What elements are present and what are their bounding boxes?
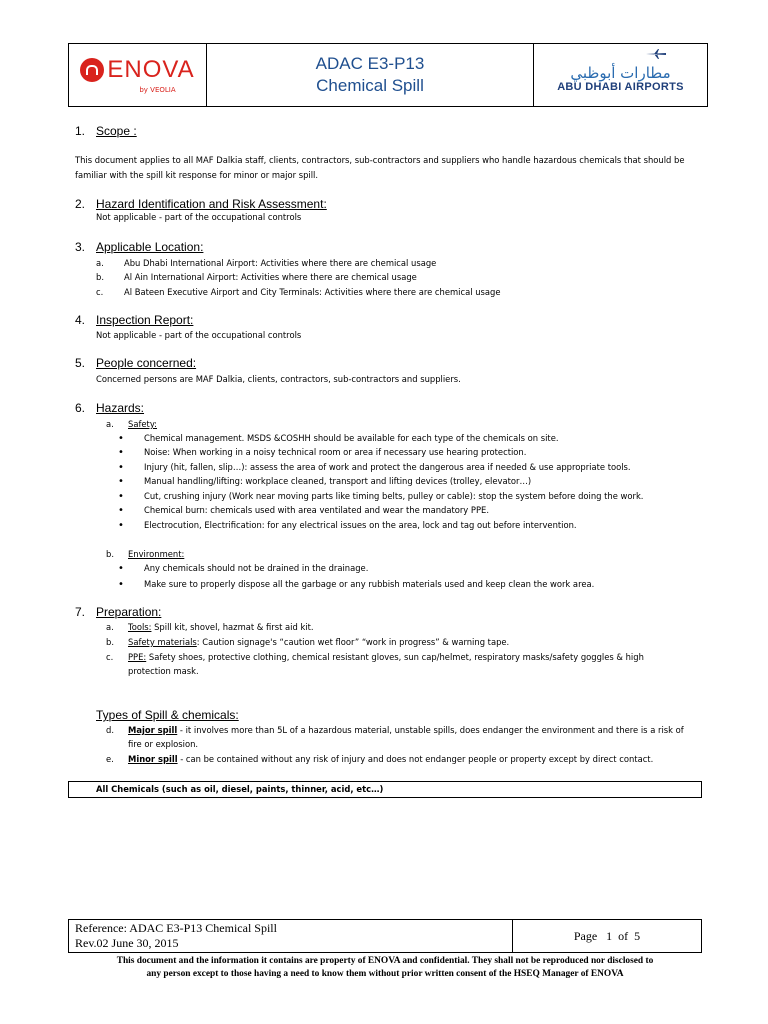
list-text: Make sure to properly dispose all the garbage or any rubbish materials used and keep clean the work area. xyxy=(144,579,595,589)
section-hazard-id-heading xyxy=(75,197,327,211)
section-spill-types-heading xyxy=(96,708,239,722)
section-title: People concerned: xyxy=(96,356,197,370)
section-title: Applicable Location: xyxy=(96,240,204,254)
enova-mark-icon xyxy=(80,58,104,82)
airport-arabic-name: مطارات أبوظبي xyxy=(570,64,671,82)
item-label: Tools: xyxy=(128,622,152,632)
section-number: 4. xyxy=(75,313,86,327)
section-number: 3. xyxy=(75,240,86,254)
list-marker: b. xyxy=(96,272,104,282)
page-number: Page 1 of 5 xyxy=(573,928,641,943)
list-item xyxy=(106,635,509,649)
disclaimer-line: any person except to those having a need to know them without prior written consent of the HSEQ Manager of ENOVA xyxy=(146,969,624,979)
list-item xyxy=(106,752,653,766)
enova-brand: ENOVA xyxy=(107,56,195,83)
document-header xyxy=(68,43,708,107)
list-item: • Chemical management. MSDS &COSHH should be available for each type of the chemicals on site. xyxy=(118,433,559,444)
list-item: • Manual handling/lifting: workplace cleaned, transport and lifting devices (trolley, elevator…) xyxy=(118,476,532,487)
document-footer xyxy=(68,919,702,953)
list-text: - can be contained without any risk of injury and does not endanger people or property except by direct contact. xyxy=(177,754,654,764)
section-title: Scope : xyxy=(96,124,137,138)
list-marker: c. xyxy=(106,652,114,662)
list-item: • Injury (hit, fallen, slip…): assess the area of work and protect the dangerous area if needed & use appropriate tools. xyxy=(118,462,631,473)
list-marker: b. xyxy=(106,549,114,559)
document-title xyxy=(207,44,534,106)
list-marker: a. xyxy=(106,419,114,429)
list-text: Al Ain International Airport: Activities where there are chemical usage xyxy=(124,272,417,282)
list-marker: c. xyxy=(96,287,104,297)
list-text: Any chemicals should not be drained in the drainage. xyxy=(144,563,369,573)
section-number: 7. xyxy=(75,605,86,619)
list-item: • Make sure to properly dispose all the garbage or any rubbish materials used and keep clean the work area. xyxy=(118,579,595,590)
section-title: Hazard Identification and Risk Assessment: xyxy=(96,197,327,211)
title-code: ADAC E3-P13 xyxy=(315,54,425,73)
list-marker: a. xyxy=(106,622,114,632)
section-number: 2. xyxy=(75,197,86,211)
list-item xyxy=(96,270,417,284)
chemicals-table-row: All Chemicals (such as oil, diesel, paints, thinner, acid, etc…) xyxy=(68,781,702,798)
list-marker: d. xyxy=(106,725,114,735)
section-title: Types of Spill & chemicals: xyxy=(96,708,239,722)
enova-logo xyxy=(69,44,207,106)
list-item xyxy=(106,650,644,664)
item-label: Minor spill xyxy=(128,754,178,764)
list-marker: b. xyxy=(106,637,114,647)
footer-page-cell xyxy=(513,920,701,952)
section-people-heading xyxy=(75,356,196,370)
airplane-icon xyxy=(645,49,667,59)
section-number: 6. xyxy=(75,401,86,415)
safety-subheading xyxy=(106,417,157,431)
list-item xyxy=(96,285,500,299)
list-text: Injury (hit, fallen, slip…): assess the area of work and protect the dangerous area if needed & use appropriate tools. xyxy=(144,462,631,472)
list-text: Abu Dhabi International Airport: Activities where there are chemical usage xyxy=(124,258,437,268)
list-text: Noise: When working in a noisy technical room or area if necessary use hearing protection. xyxy=(144,447,527,457)
list-text: Cut, crushing injury (Work near moving parts like timing belts, pulley or cable): stop the system before doing the work. xyxy=(144,491,644,501)
list-marker: e. xyxy=(106,754,114,764)
title-name: Chemical Spill xyxy=(316,76,424,95)
section-title: Preparation: xyxy=(96,605,162,619)
list-item xyxy=(106,723,684,737)
subheading-label: Environment: xyxy=(128,549,185,559)
section-location-heading xyxy=(75,240,203,254)
abu-dhabi-airports-logo xyxy=(534,44,707,106)
list-text: Al Bateen Executive Airport and City Terminals: Activities where there are chemical usage xyxy=(124,287,501,297)
section-hazards-heading xyxy=(75,401,144,415)
list-marker: a. xyxy=(96,258,104,268)
list-item: • Cut, crushing injury (Work near moving parts like timing belts, pulley or cable): stop the system before doing the work. xyxy=(118,491,644,502)
subheading-label: Safety: xyxy=(128,419,158,429)
section-inspection-heading xyxy=(75,313,193,327)
list-item: • Chemical burn: chemicals used with area ventilated and wear the mandatory PPE. xyxy=(118,505,489,516)
item-label: Safety materials xyxy=(128,637,197,647)
list-text: Safety shoes, protective clothing, chemical resistant gloves, sun cap/helmet, respiratory masks/safety goggles & high xyxy=(146,652,644,662)
footer-reference-cell xyxy=(69,920,513,952)
item-label: PPE: xyxy=(128,652,147,662)
scope-text-1: This document applies to all MAF Dalkia staff, clients, contractors, sub-contractors and suppliers who handle hazardous chemicals that should be xyxy=(75,155,685,165)
list-item: • Electrocution, Electrification: for any electrical issues on the area, lock and tag out before intervention. xyxy=(118,520,577,531)
footer-revision: Rev.02 June 30, 2015 xyxy=(75,936,179,950)
list-text: Chemical management. MSDS &COSHH should be available for each type of the chemicals on site. xyxy=(144,433,559,443)
footer-reference: Reference: ADAC E3-P13 Chemical Spill xyxy=(75,921,277,935)
section-number: 1. xyxy=(75,124,86,138)
section-number: 5. xyxy=(75,356,86,370)
inspection-text: Not applicable - part of the occupational controls xyxy=(96,330,302,340)
list-text: Spill kit, shovel, hazmat & first aid kit. xyxy=(151,622,314,632)
people-text: Concerned persons are MAF Dalkia, clients, contractors, sub-contractors and suppliers. xyxy=(96,374,461,384)
section-scope-heading xyxy=(75,124,137,138)
list-text: : Caution signage's “caution wet floor” “work in progress” & warning tape. xyxy=(196,637,510,647)
list-text: Manual handling/lifting: workplace cleaned, transport and lifting devices (trolley, elevator…) xyxy=(144,476,532,486)
airport-english-name: ABU DHABI AIRPORTS xyxy=(557,81,684,93)
hazard-id-text: Not applicable - part of the occupational controls xyxy=(96,212,302,222)
list-item: • Noise: When working in a noisy technical room or area if necessary use hearing protection. xyxy=(118,447,527,458)
list-text-continued: protection mask. xyxy=(128,666,199,676)
list-text: Electrocution, Electrification: for any electrical issues on the area, lock and tag out before intervention. xyxy=(144,520,577,530)
item-label: Major spill xyxy=(128,725,178,735)
list-item: • Any chemicals should not be drained in the drainage. xyxy=(118,563,369,574)
section-title: Hazards: xyxy=(96,401,145,415)
list-item xyxy=(96,256,436,270)
section-preparation-heading xyxy=(75,605,161,619)
list-text: - it involves more than 5L of a hazardous material, unstable spills, does endanger the environment and there is a risk of xyxy=(177,725,684,735)
list-text-continued: fire or explosion. xyxy=(128,739,199,749)
scope-text-2: familiar with the spill kit response for minor or major spill. xyxy=(75,170,319,180)
list-text: Chemical burn: chemicals used with area ventilated and wear the mandatory PPE. xyxy=(144,505,489,515)
list-item xyxy=(106,620,314,634)
disclaimer-line: This document and the information it contains are property of ENOVA and confidential. They shall not be reproduced nor disclosed to xyxy=(116,956,654,966)
section-title: Inspection Report: xyxy=(96,313,194,327)
veolia-tag: by VEOLIA xyxy=(139,86,176,94)
confidentiality-disclaimer xyxy=(68,955,702,981)
environment-subheading xyxy=(106,547,184,561)
